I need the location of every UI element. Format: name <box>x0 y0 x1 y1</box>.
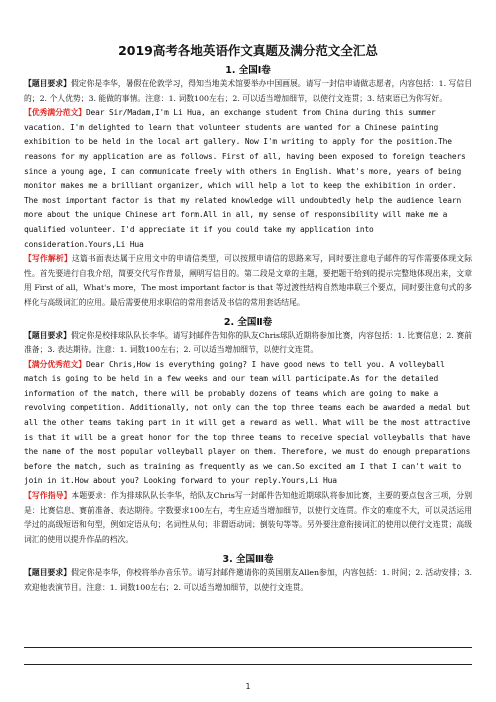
essay-text: Dear Sir/Madam,I'm Li Hua, an exchange student from China during this summer vacation. I'm delighted to learn that volunteer students are wanted for a Chinese painting exhibition to be held in the local art gallery. Now I'm writing to apply for the position.The reasons for my application are as follows. First of all, having been exposed to foreign teachers since a young age, I can communicate freely with others in English. What's more, years of being monitor makes me a brilliant organizer, which will help a lot to keep the exhibition in order. The most important factor is that my related knowledge will undoubtedly help the audience learn more about the unique Chinese art form.All in all, my sense of responsibility will make me a qualified volunteer. I'd appreciate it if you could take my application into consideration.Yours,Li Hua <box>24 108 466 249</box>
page-number: 1 <box>245 682 251 691</box>
requirement-label: 【题目要求】 <box>24 568 72 578</box>
section-2-guidance <box>24 489 472 547</box>
section-1-essay <box>24 106 472 252</box>
answer-line <box>24 664 472 665</box>
analysis-label: 【写作解析】 <box>24 254 73 264</box>
guidance-text: 本题要求：作为排球队队长李华，给队友Chris写一封邮件告知他近期球队将参加比赛，主要的要点包含三项，分别是：比赛信息、赛前准备、表达期待。字数要求100左右，考生应适当增加细节，以使行文连贯。作文的难度不大，可以灵活运用学过的高级短语和句型，例如定语从句；名词性从句；非谓语动词；倒装句等等。另外要注意衔接词汇的使用以使行文连贯；高级词汇的使用以提升作品的档次。 <box>24 491 472 544</box>
essay-label: 【满分优秀范文】 <box>24 359 86 369</box>
section-3-requirement <box>24 566 472 595</box>
section-heading-2: 2. 全国Ⅱ卷 <box>223 316 273 328</box>
answer-line <box>24 647 472 648</box>
document-page <box>24 8 472 596</box>
requirement-label: 【题目要求】 <box>24 79 71 88</box>
essay-text: Dear Chris,How is everything going? I have good news to tell you. A volleyball match is going to be held in a few weeks and our team will participate.As for the detailed information of the match, there will be probably dozens of teams which are going to make a revolving competition. Additionally, not only can the top three teams each be awarded a medal but all the other teams taking part in it will get a reward as well. What will be the most attractive is that it will be a great honor for the top three teams to receive special volleyballs that have the name of the most popular volleyball player on them. Therefore, we must do enough preparations before the match, such as training as frequently as we can.So excited am I that I can't wait to join in it.How about you? Looking forward to your reply.Yours,Li Hua <box>24 359 471 486</box>
section-1-analysis <box>24 252 472 310</box>
requirement-label: 【题目要求】 <box>24 330 71 340</box>
section-heading-3: 3. 全国Ⅲ卷 <box>222 554 274 566</box>
section-2-essay <box>24 358 472 489</box>
requirement-text: 假定你是李华，你校将举办音乐节。请写封邮件邀请你的英国朋友Allen参加，内容包括：1. 时间；2. 活动安排；3. 欢迎他表演节目。注意：1. 词数100左右；2. 可以适当增加细节，以使行文连贯。 <box>24 568 472 592</box>
section-1-requirement <box>24 77 472 106</box>
document-title: 2019高考各地英语作文真题及满分范文全汇总 <box>118 43 378 58</box>
essay-label: 【优秀满分范文】 <box>24 108 86 118</box>
requirement-text: 假定你是李华，暑假在伦敦学习，得知当地美术馆要举办中国画展。请写一封信申请做志愿者，内容包括：1. 写信目的；2. 个人优势；3. 能做的事情。注意：1. 词数100左右；2. 可以适当增加细节，以使行文连贯；3. 结束语已为你写好。 <box>24 79 472 103</box>
section-2-requirement <box>24 329 472 358</box>
section-heading-1: 1. 全国Ⅰ卷 <box>225 65 271 76</box>
guidance-label: 【写作指导】 <box>24 491 72 501</box>
requirement-text: 假定你是校排球队队长李华。请写封邮件告知你的队友Chris球队近期将参加比赛，内容包括：1. 比赛信息；2. 赛前准备；3. 表达期待。注意：1. 词数100左右；2. 可以适当增加细节，以使行文连贯。 <box>24 330 472 355</box>
analysis-text: 这篇书面表达属于应用文中的申请信类型，可以按照申请信的思路来写，同时要注意电子邮件的写作需要体现文际性。首先要进行自我介绍，简要交代写作背景，阐明写信目的。第二段是文章的主题，要把题干给到的提示完整地体现出来，文章用 First of all，What's more，The most important factor is that 等过渡性结构自然地串联三个要点，同时要注意句式的多样化与高级词汇的应用。最后需要使用求职信的常用套话及书信的常用套话结尾。 <box>24 254 473 307</box>
